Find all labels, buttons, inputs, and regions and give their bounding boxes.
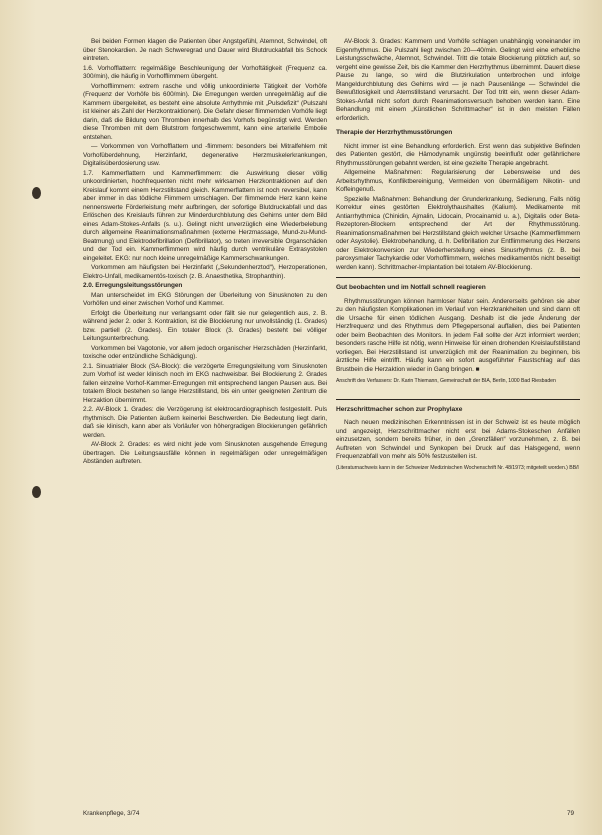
binder-hole-top [32,187,41,199]
paragraph: Vorhofflimmern: extrem rasche und völlig unkoordinierte Tätigkeit der Vorhöfe (Frequenz der Vorhöfe bis 600/min). Die Erregungen werden unregelmäßig auf die Kammern übergeleitet, es besteht eine absolute Arrhythmie mit „Pulsdefizit“ (Pulszahl ist kleiner als Zahl der Herzkontraktionen). Die Gefahr dieser flimmernden Vorhöfe liegt darin, daß die Bildung von Thromben innerhalb des Vorhofs begünstigt wird. Werden diese Thromben mit dem Blutstrom fortgeschwemmt, kann eine arterielle Embolie entstehen. [83,82,327,141]
paragraph: 1.6. Vorhofflattern: regelmäßige Beschleunigung der Vorhoftätigkeit (Frequenz ca. 300/min), die häufig in Vorhofflimmern übergeht. [83,64,327,80]
paragraph: 2.1. Sinuatrialer Block (SA-Block): die verzögerte Erregungsleitung vom Sinusknoten zum Vorhof ist weder klinisch noch im EKG nachweisbar. Bei Blockierung 2. Grades fallen einzelne Vorhof-Kammer-Erregungen mit entsprechend langen Pausen aus. Bei totalem Block bestehen so lange Herzstillstand, bis ein unter geeigneten Zentrum die Herzaktion übernimmt. [83,362,327,404]
paragraph-text: Rhythmusstörungen können harmloser Natur sein. Andererseits gehören sie aber zu den häufigsten Komplikationen im Verlauf von Herzkrankheiten und sind dann oft die Ursache für einen tödlichen Ausgang. Deshalb ist die jede Änderung der Herzfrequenz und des Rhythmus dem Pflegepersonal auffallen, dies bei Patienten oder beim Beobachten des Monitors. In jedem Fall sollte der Arzt informiert werden; besonders rasche Hilfe ist nötig, wenn Hinweise für einen drohenden Kreislaufstillstand vorliegen. Bei Herzstillstand ist unverzüglich mit der Reanimation zu beginnen, bis ärztliche Hilfe eintrifft. Häufig kann ein sofort ausgeführter Faustschlag auf das Brustbein die Herzaktion wieder in Gang bringen. [336,297,580,373]
paragraph: Bei beiden Formen klagen die Patienten über Angstgefühl, Atemnot, Schwindel, oft über Stenokardien. Je nach Schweregrad und Dauer wird Blutdruckabfall bis Schock eintreten. [83,38,327,62]
paragraph: Erfolgt die Überleitung nur verlangsamt oder fällt sie nur gelegentlich aus, z. B. während jeder 2. oder 3. Kontraktion, ist die Blockierung nur unvollständig (1. Grades) bzw. partiell (2. Grades). Ein totaler Block (3. Grades) besteht bei völliger Leitungsunterbrechung. [83,309,327,342]
end-mark: ■ [475,365,480,373]
page-number: 79 [567,810,575,817]
left-column [83,38,327,467]
paragraph: — Vorkommen von Vorhofflattern und -flimmern: besonders bei Mitralfehlern mit Vorhofüberdehnung, Herzinfarkt, degenerative Herzmuskelerkrankungen, Digitalisüberdosierung usw. [83,143,327,167]
source-tag: BB/l [569,464,579,471]
paragraph: Man unterscheidet im EKG Störungen der Überleitung von Sinusknoten zu den Vorhöfen und einer zwischen Vorhof und Kammer. [83,291,327,307]
paragraph [336,298,580,375]
paragraph: AV-Block 2. Grades: es wird nicht jede vom Sinusknoten ausgehende Erregung übertragen. Die Leitungsausfälle können in regelmäßigen oder unregelmäßigen Abständen auftreten. [83,441,327,465]
paragraph: Nach neuen medizinischen Erkenntnissen ist in der Schweiz ist es heute möglich und angezeigt, Herzschrittmacher nicht erst bei Adams-Stokeschen Anfällen einzusetzen, sondern bereits früher, in den „Grenzfällen“ vorzunehmen, z. B. bei Auftreten von Schwindel und Synkopen bei Druck auf das Halsgegend, wenn Frequenzabfall von mehr als 50% festzustellen ist. [336,419,580,461]
divider [336,399,580,400]
footer-journal: Krankenpflege, 3/74 [83,810,140,817]
section-heading: Gut beobachten und im Notfall schnell reagieren [336,284,486,291]
paragraph: Vorkommen am häufigsten bei Herzinfarkt („Sekundenherztod“), Herzoperationen, Elektro-Unfall, medikamentös-toxisch (z. B. Anaesthetika, Strophanthin). [83,264,327,280]
section-heading: Herzschrittmacher schon zur Prophylaxe [336,405,463,413]
paragraph: AV-Block 3. Grades: Kammern und Vorhöfe schlagen unabhängig voneinander im Eigenrhythmus. Die Pulszahl liegt zwischen 20—40/min. Gelingt wird eine erhebliche Leistungsschwäche, Atemnot, Schwindel. Tritt die totale Blockierung plötzlich auf, so vergeht eine gewisse Zeit, bis die Kammer den Herzrhythmus übernimmt. Dauert diese Pause zu lange, so wird die Blutzirkulation unterbrochen und infolge Mangeldurchblutung des Gehirns wird — je nach Pausenlänge — Schwindel die Bewußtlosigkeit und Atemstillstand verursacht. Der Tod tritt ein, wenn dieser Adam-Stokes-Anfall nicht sofort durch Reanimationsversuch behoben werden kann. Eine Behandlung mit einem „Künstlichen Schrittmacher“ ist in den meisten Fällen erforderlich. [336,38,580,122]
source-note [336,465,580,472]
binder-hole-bottom [32,486,41,498]
source-note-text: (Literaturnachweis kann in der Schweizer Medizinischen Wochenschrift Nr. 48/1973; mitgeteilt worden.) [336,464,568,471]
paragraph: Vorkommen bei Vagotonie, vor allem jedoch organischer Herzschäden (Herzinfarkt, toxische oder entzündliche Schädigung). [83,344,327,360]
right-column [336,38,580,471]
paragraph: 2.2. AV-Block 1. Grades: die Verzögerung ist elektrocardiographisch festgestellt. Puls rhythmisch. Die Patienten äußern keinerlei Beschwerden. Die Bedeutung liegt darin, daß sie klinisch, kann aber als Vorläufer von höhergradigen Blockierungen gefährlich werden. [83,406,327,439]
author-address: Anschrift des Verfassers: Dr. Karin Thiemann, Gemeinschaft der BIA, Berlin, 1000 Bad Riesbaden [336,378,556,384]
paragraph: 1.7. Kammerflattern und Kammerflimmern: die Auswirkung dieser völlig unkoordinierten, hochfrequenten nicht mehr wirksamen Herzkontraktionen auf den Kreislauf kommt einem Herzstillstand gleich. Kammerflattern ist noch reversibel, kann aber immer in das tödliche Flimmern umschlagen. Der flimmernde Herz kann keine nennenswerte Förderleistung mehr aufbringen, der sofortige Blutdruckabfall und das Erlöschen des Kreislaufs führen zur Minderdurchblutung des Gehirns unter dem Bild eines Adam-Stokes-Anfalls (s. u.). Gelingt nicht unverzüglich eine Wiederbelebung durch allgemeine Reanimationsmaßnahmen (externe Herzmassage, Mund-zu-Mund-Beatmung) und Elektrodefibrillation (Defibrillator), so treten irreversible Organschäden und der Tod ein. Kammerflimmern wird häufig durch ventrikuläre Extrasystolen eingeleitet. EKG: nur noch kleine unregelmäßige Kammerschwankungen. [83,169,327,262]
paragraph: Nicht immer ist eine Behandlung erforderlich. Erst wenn das subjektive Befinden des Patienten gestört, die Hämodynamik ungünstig beeinflußt oder gefährlichere Rhythmusstörungen gebahnt werden, ist eine gezielte Therapie angebracht. [336,142,580,167]
section-heading: 2.0. Erregungsleitungsstörungen [83,282,183,289]
paragraph: Spezielle Maßnahmen: Behandlung der Grunderkrankung, Sedierung, Falls nötig Korrektur eines gestörten Elektrolythaushaltes (Kalium). Medikamente mit Antiarrhythmica (Chinidin, Ajmalin, Lidocain, Procainamid u. a.), Digitalis oder Beta-Rezeptoren-Blockern entsprechend der Art der Rhythmusstörung. Reanimationsmaßnahmen bei Herzstillstand gleich welcher Ursache (Kammerflimmern oder Asystolie). Elektrobehandlung, d. h. Defibrillation zur Entflimmerung des Herzens oder Elektrokonversion zur Wiederherstellung eines Sinusrhythmus (z. B. bei paroxysmaler Tachykardie oder Vorhofflimmern, welches medikamentös nicht beseitigt werden kann). Schrittmacher-Implantation bei totalem AV-Blockierung. [336,195,580,271]
divider [336,277,580,278]
section-heading: Therapie der Herzrhythmusstörungen [336,129,453,136]
paragraph: Allgemeine Maßnahmen: Regularisierung der Lebensweise und des Arbeitsrhythmus, Konfliktbereinigung, Vermeiden von übermäßigem Nikotin- und Koffeingenuß. [336,169,580,193]
